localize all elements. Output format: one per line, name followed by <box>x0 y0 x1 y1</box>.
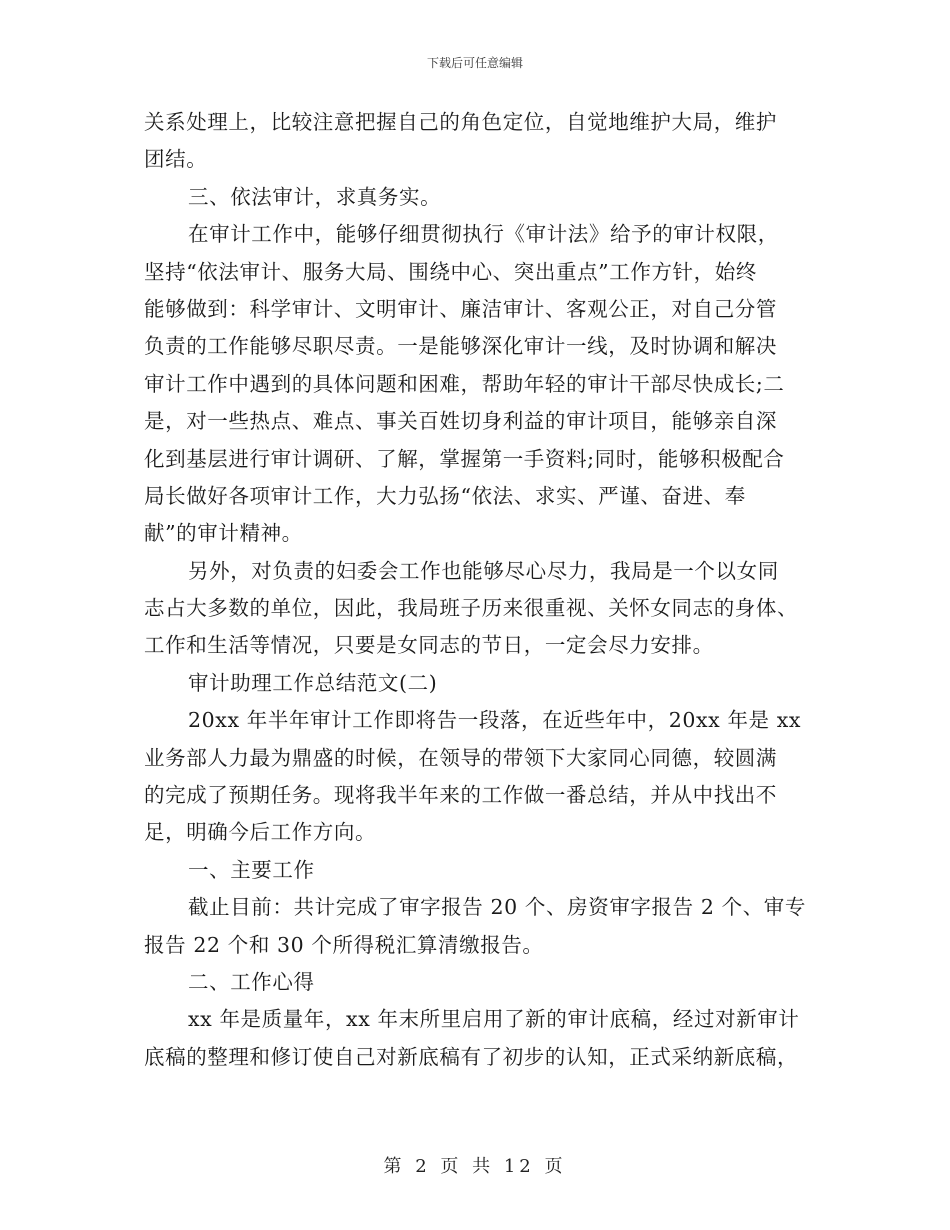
text-line: 献”的审计精神。 <box>144 521 303 546</box>
text-line: 志占大多数的单位，因此，我局班子历来很重视、关怀女同志的身体、 <box>144 596 799 621</box>
text-line: 坚持“依法审计、服务大局、围绕中心、突出重点”工作方针，始终 <box>144 259 757 284</box>
text-line: 二、工作心得 <box>188 969 315 994</box>
text-line: 团结。 <box>144 147 208 172</box>
text-line: 底稿的整理和修订使自己对新底稿有了初步的认知，正式采纳新底稿， <box>144 1044 799 1069</box>
text-line: 是，对一些热点、难点、事关百姓切身利益的审计项目，能够亲自深 <box>144 409 777 434</box>
text-line: xx 年是质量年，xx 年末所里启用了新的审计底稿，经过对新审计 <box>188 1007 800 1032</box>
text-line: 截止目前：共计完成了审字报告 20 个、房资审字报告 2 个、审专 <box>188 895 806 920</box>
text-line: 一、主要工作 <box>188 857 315 882</box>
text-line: 的完成了预期任务。现将我半年来的工作做一番总结，并从中找出不 <box>144 783 777 808</box>
text-line: 报告 22 个和 30 个所得税汇算清缴报告。 <box>144 932 544 957</box>
text-line: 足，明确今后工作方向。 <box>144 820 377 845</box>
text-line: 局长做好各项审计工作，大力弘扬“依法、求实、严谨、奋进、奉 <box>144 483 746 508</box>
text-line: 20xx 年半年审计工作即将告一段落，在近些年中，20xx 年是 xx <box>188 708 802 733</box>
text-line: 关系处理上，比较注意把握自己的角色定位，自觉地维护大局，维护 <box>144 110 777 134</box>
page-header: 下载后可任意编辑 <box>426 56 523 70</box>
text-line: 负责的工作能够尽职尽责。一是能够深化审计一线，及时协调和解决 <box>144 334 777 359</box>
text-line: 审计工作中遇到的具体问题和困难，帮助年轻的审计干部尽快成长;二 <box>144 371 785 396</box>
text-line: 在审计工作中，能够仔细贯彻执行《审计法》给予的审计权限， <box>188 222 779 247</box>
text-line: 能够做到：科学审计、文明审计、廉洁审计、客观公正，对自己分管 <box>144 296 777 321</box>
document-body <box>144 104 814 1076</box>
text-line: 三、依法审计，求真务实。 <box>188 184 442 209</box>
page-footer: 第 2 页 共 12 页 <box>383 1156 567 1177</box>
text-line: 化到基层进行审计调研、了解，掌握第一手资料;同时，能够积极配合 <box>144 446 785 471</box>
text-line: 审计助理工作总结范文(二) <box>188 670 438 695</box>
text-line: 工作和生活等情况，只要是女同志的节日，一定会尽力安排。 <box>144 633 714 658</box>
text-line: 业务部人力最为鼎盛的时候，在领导的带领下大家同心同德，较圆满 <box>144 745 777 770</box>
text-line: 另外，对负责的妇委会工作也能够尽心尽力，我局是一个以女同 <box>188 558 779 583</box>
